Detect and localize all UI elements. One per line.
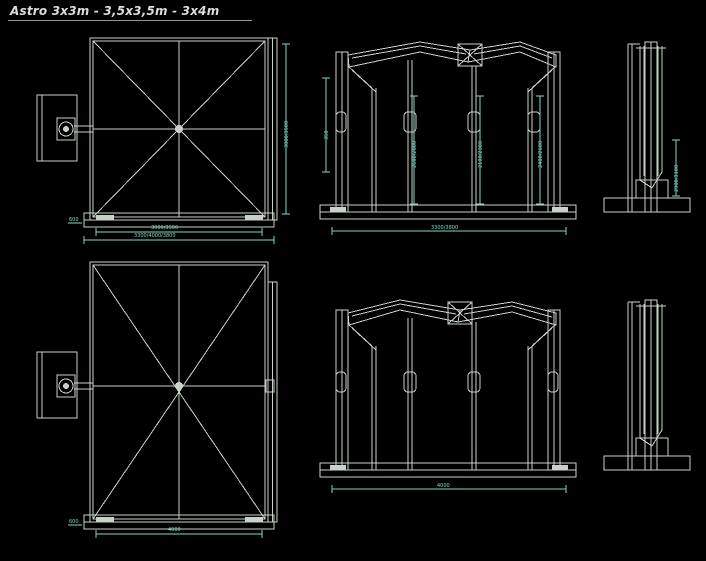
dim-side-upper-height: 2900/3100: [674, 164, 680, 192]
front-view-upper: [320, 42, 576, 235]
dim-plan-lower-base: 600: [69, 519, 79, 525]
dim-front-upper-post: 2600/2800: [412, 140, 418, 168]
dim-front-upper-width: 3300/3800: [431, 225, 459, 231]
top-view-upper: [37, 38, 290, 244]
dim-plan-upper-height: 3000/3500: [284, 120, 290, 148]
page-title: Astro 3x3m - 3,5x3,5m - 3x4m: [10, 4, 220, 18]
top-view-lower: [37, 262, 277, 538]
dim-front-upper-left: 350: [324, 130, 330, 140]
dim-plan-upper-outer-width: 3300/4000/3800: [134, 233, 176, 239]
dim-plan-upper-base: 600: [69, 217, 79, 223]
front-view-lower: [320, 300, 576, 493]
side-view-lower: [604, 300, 690, 470]
dim-plan-upper-inner-width: 3000/3500: [151, 225, 179, 231]
dim-front-upper-clear: 2100/2300: [478, 140, 484, 168]
dim-plan-lower-width: 4000: [168, 527, 181, 533]
dim-front-upper-canopy: 2400/2600: [538, 140, 544, 168]
dim-front-lower-width: 4000: [437, 483, 450, 489]
